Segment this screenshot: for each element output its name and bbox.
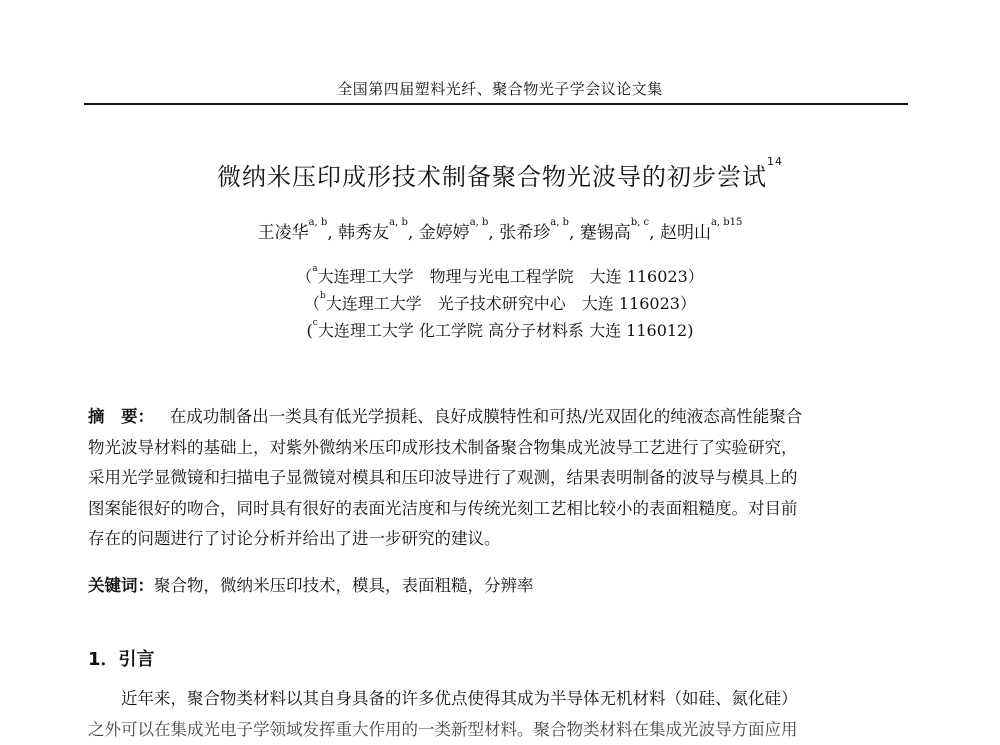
author	[499, 217, 569, 243]
keywords-label: 关键词：	[88, 576, 154, 595]
author-name: 韩秀友	[338, 223, 390, 243]
author	[257, 217, 328, 243]
author-name: 金婷婷	[418, 223, 470, 243]
abstract-line: 存在的问题进行了讨论分析并给出了进一步研究的建议。	[88, 529, 501, 548]
author-name: 张希珍	[499, 223, 551, 243]
author-list: 王凌华$^{a, b}$, 韩秀友$^{a, b}$, 金婷婷$^{a, b}$, 张希珍$^{a, b}$, 蹇锡高$^{b, c}$, 赵明山$^{a, b15}$	[257, 217, 743, 243]
author-affil-mark: a, b	[308, 217, 328, 228]
abstract-text: 在成功制备出一类具有低光学损耗、良好成膜特性和可热/光双固化的纯液态高性能聚合	[169, 407, 803, 426]
author-affil-mark: a, b	[389, 217, 408, 228]
paper-title	[0, 157, 1000, 192]
affiliation-mark: b	[320, 291, 326, 301]
author	[418, 217, 489, 243]
affiliation-text: 大连理工大学 化工学院 高分子材料系 大连 116012)	[317, 321, 694, 340]
author-name: 赵明山	[659, 223, 711, 243]
abstract-line: 图案能很好的吻合，同时具有很好的表面光洁度和与传统光刻工艺相比较小的表面粗糙度。对目前	[88, 498, 798, 518]
affiliation	[260, 291, 740, 314]
author-affil-mark: a, b	[550, 217, 569, 228]
affiliation-text: 大连理工大学 物理与光电工程学院 大连 116023）	[317, 267, 704, 286]
affiliation-mark: c	[312, 318, 318, 328]
author	[579, 217, 650, 243]
running-header: 全国第四届塑料光纤、聚合物光子学会议论文集	[337, 80, 663, 98]
body-line: 近年来，聚合物类材料以其自身具备的许多优点使得其成为半导体无机材料（如硅、氮化硅）	[121, 689, 798, 708]
author-affil-mark: b, c	[630, 217, 650, 228]
title-footnote: 14	[767, 155, 783, 168]
affiliation-paren: (	[306, 321, 313, 340]
author-name: 王凌华	[257, 223, 309, 243]
affiliation-mark: a	[312, 264, 318, 274]
body-line: 之外可以在集成光电子学领域发挥重大作用的一类新型材料。聚合物类材料在集成光波导方面应用	[88, 720, 798, 739]
abstract-line: 采用光学显微镜和扫描电子显微镜对模具和压印波导进行了观测，结果表明制备的波导与模具上的	[88, 468, 798, 487]
affiliation-text: 大连理工大学 光子技术研究中心 大连 116023）	[325, 294, 696, 313]
abstract-label: 摘 要：	[88, 407, 154, 426]
affiliation-paren: （	[304, 294, 321, 313]
abstract-line: 物光波导材料的基础上，对紫外微纳米压印成形技术制备聚合物集成光波导工艺进行了实验研究，	[88, 437, 798, 457]
author-name: 蹇锡高	[579, 223, 631, 243]
affiliation	[260, 318, 740, 341]
keywords	[88, 572, 534, 596]
section-body	[88, 683, 908, 745]
author-affil-mark: a, b	[469, 217, 489, 228]
author	[338, 217, 408, 243]
header-rule	[84, 103, 908, 105]
keywords-text: 聚合物，微纳米压印技术，模具，表面粗糙，分辨率	[154, 576, 534, 595]
abstract	[88, 402, 906, 555]
author	[659, 217, 743, 243]
title-text: 微纳米压印成形技术制备聚合物光波导的初步尝试	[217, 163, 767, 191]
section-heading: 1．引言	[88, 649, 155, 670]
affiliation-paren: （	[296, 267, 313, 286]
abstract-line	[88, 402, 906, 433]
affiliation	[260, 264, 740, 287]
author-affil-mark: a, b15	[710, 217, 743, 228]
